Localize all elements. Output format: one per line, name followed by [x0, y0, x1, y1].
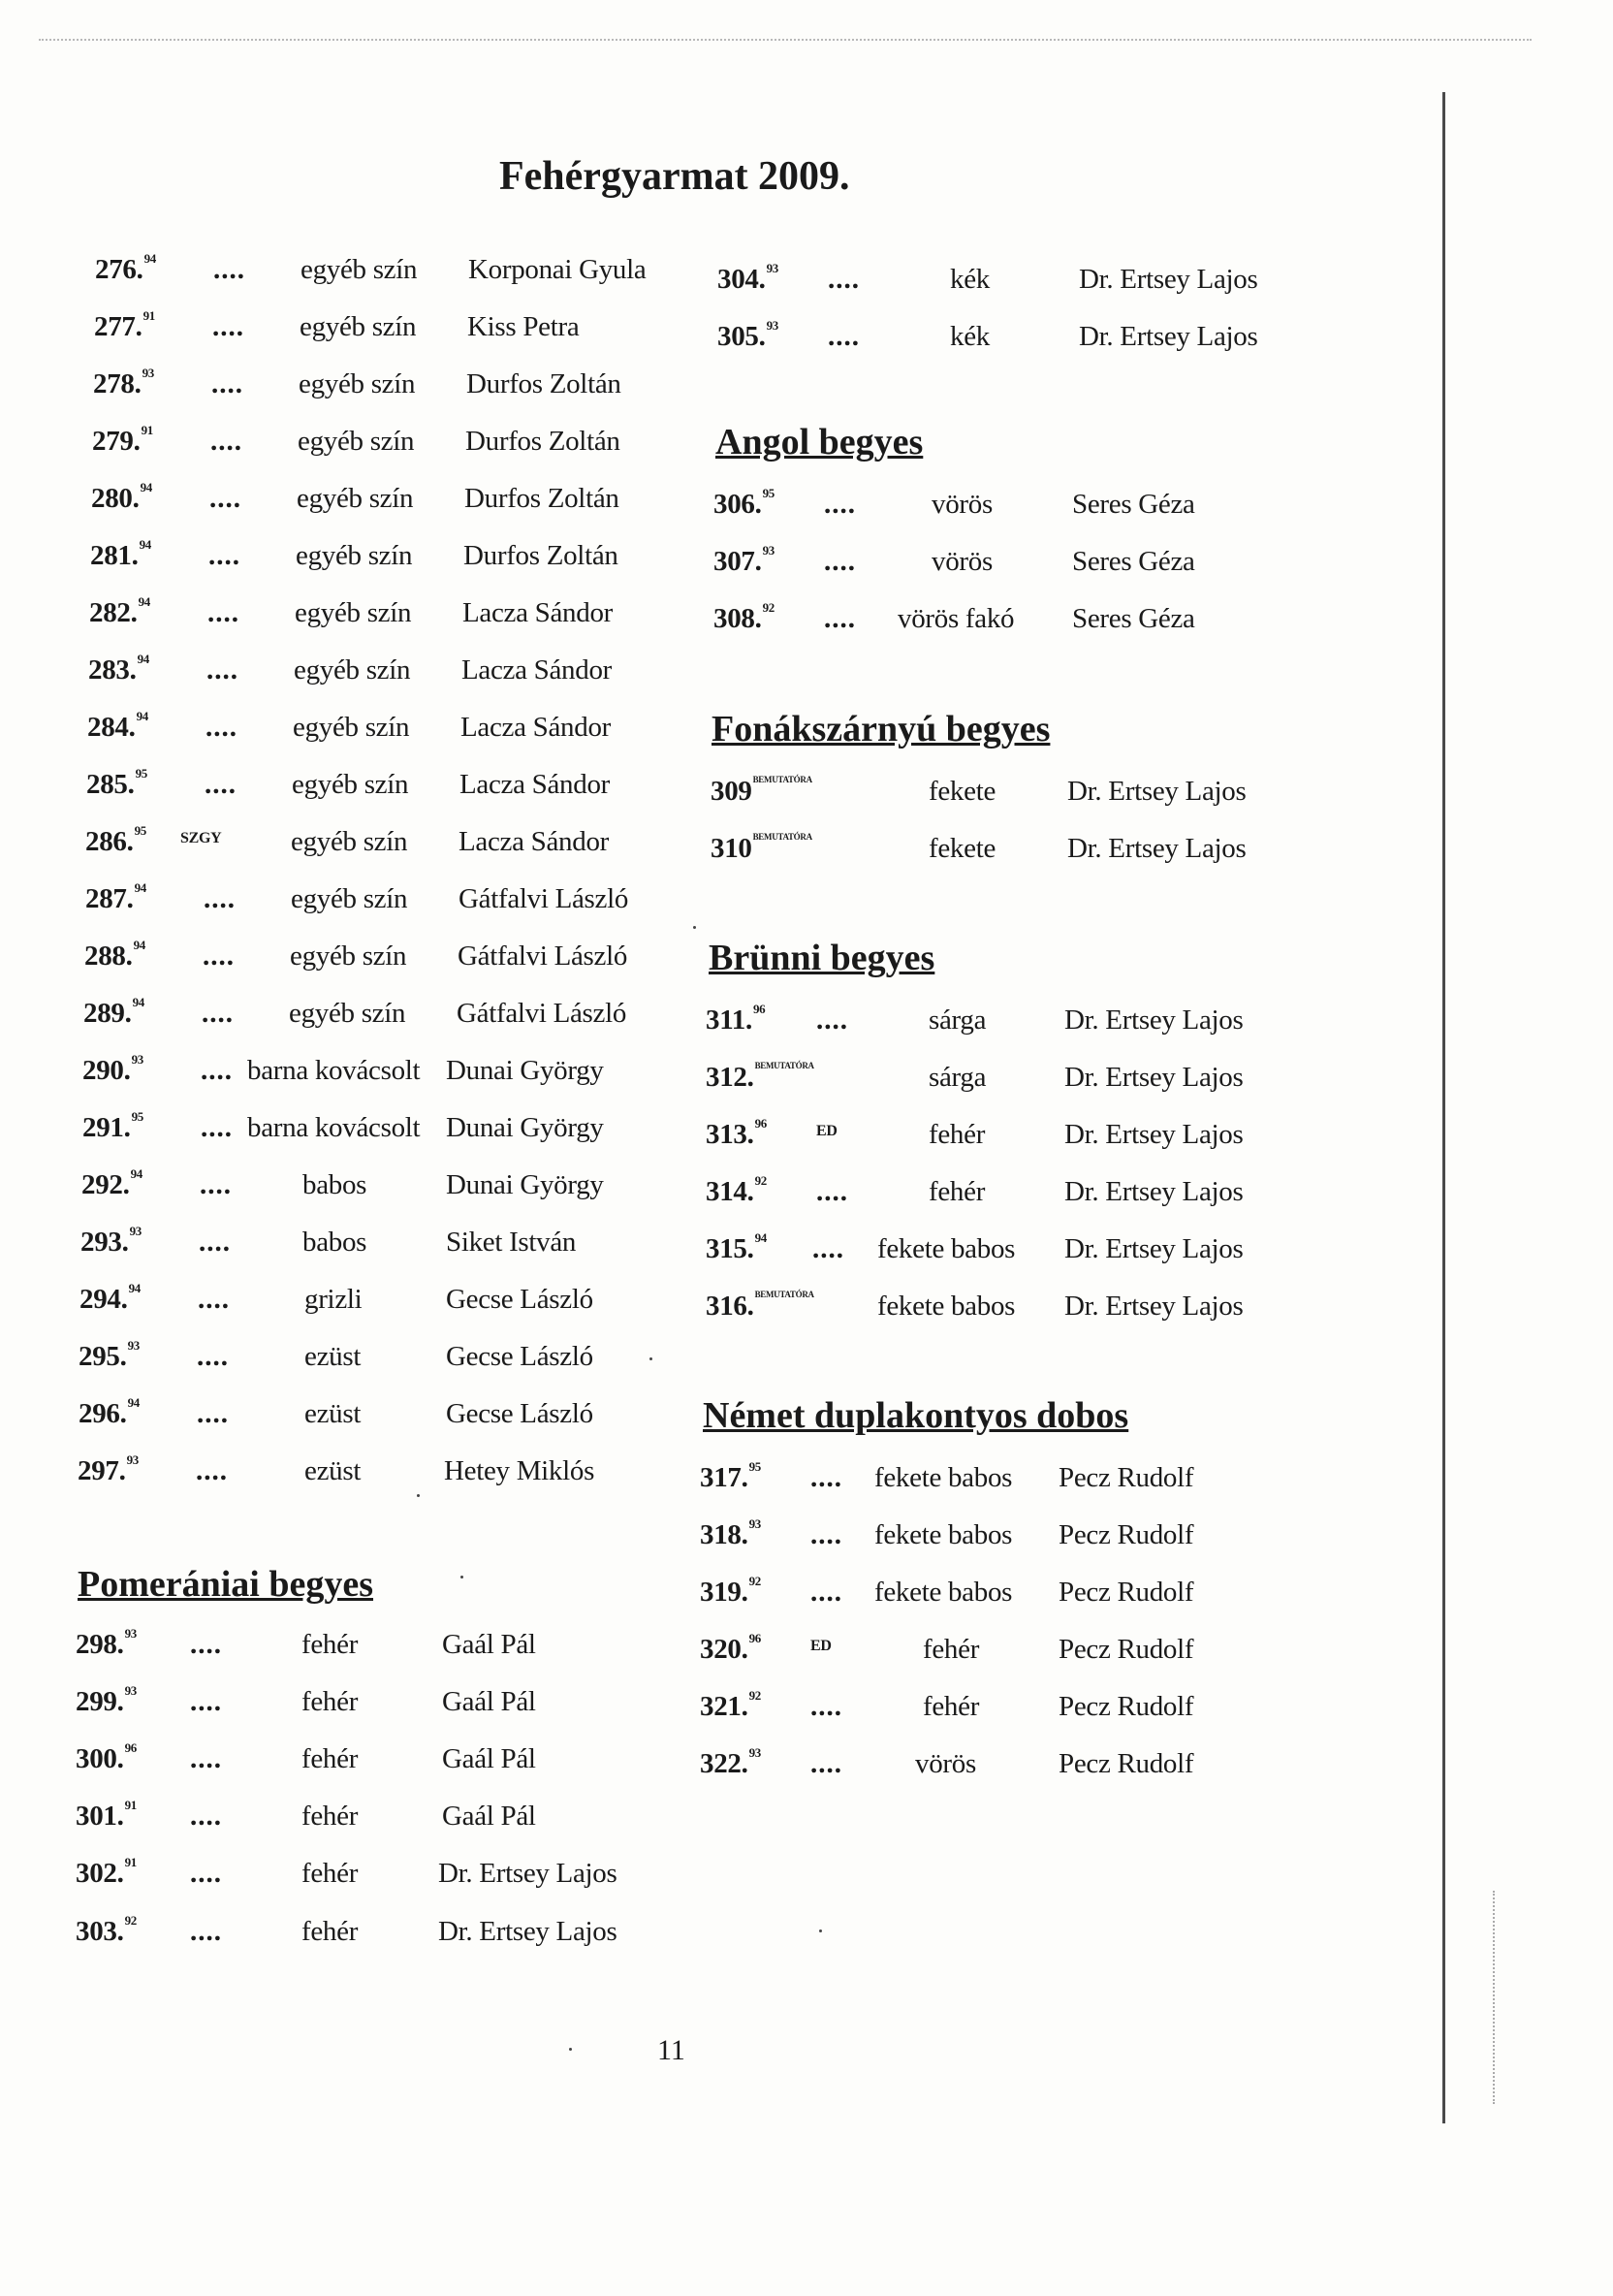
table-row [711, 833, 1312, 876]
scan-speck [649, 1357, 652, 1360]
dots-leader: .... [197, 1341, 229, 1372]
dots-leader: .... [190, 1743, 222, 1774]
entry-number: 296. 94 [79, 1395, 140, 1429]
table-row [85, 880, 667, 926]
color-cell: fekete babos [874, 1462, 1013, 1493]
color-cell: fehér [301, 1686, 359, 1717]
entry-number: 303. 92 [76, 1913, 137, 1947]
table-row [706, 1230, 1307, 1276]
owner-cell: Dunai György [446, 1112, 604, 1143]
table-row [89, 594, 671, 640]
dots-leader: .... [204, 883, 236, 914]
dots-leader: .... [810, 1748, 842, 1779]
color-cell: fekete [929, 833, 996, 864]
page-number: 11 [657, 2034, 685, 2066]
color-cell: barna kovácsolt [247, 1112, 421, 1143]
table-row [79, 1338, 660, 1384]
table-row [713, 486, 1314, 531]
color-cell: vörös [915, 1748, 976, 1779]
entry-number: 300. 96 [76, 1740, 137, 1774]
entry-number: 311. 96 [706, 1002, 766, 1036]
entry-number: 313. 96 [706, 1116, 767, 1150]
table-row [76, 1626, 677, 1672]
entry-number: 315. 94 [706, 1230, 767, 1264]
owner-cell: Seres Géza [1072, 489, 1195, 520]
dots-leader: .... [210, 426, 242, 457]
owner-cell: Pecz Rudolf [1059, 1634, 1194, 1665]
color-cell: babos [302, 1227, 367, 1258]
owner-cell: Gecse László [446, 1341, 593, 1372]
entry-number: 279. 91 [92, 423, 153, 457]
owner-cell: Dr. Ertsey Lajos [1067, 776, 1247, 807]
color-cell: fehér [929, 1119, 986, 1150]
scan-speck [460, 1576, 463, 1578]
entry-number: 302. 91 [76, 1855, 137, 1889]
entry-number: 295. 93 [79, 1338, 140, 1372]
table-row [81, 1166, 663, 1212]
owner-cell: Gaál Pál [442, 1801, 536, 1832]
color-cell: vörös [932, 489, 993, 520]
dots-leader: .... [190, 1686, 222, 1717]
section-heading-angol: Angol begyes [715, 422, 924, 462]
table-row [700, 1688, 1301, 1734]
color-cell: egyéb szín [299, 368, 416, 399]
dots-leader: .... [812, 1233, 844, 1264]
entry-number: 305. 93 [717, 318, 778, 352]
szgy-mark: SZGY [180, 830, 222, 846]
table-row [706, 1004, 1307, 1047]
color-cell: kék [950, 321, 990, 352]
entry-number: 306. 95 [713, 486, 775, 520]
entry-number: 286. 95 [85, 823, 146, 857]
color-cell: grizli [304, 1284, 363, 1315]
table-row [94, 308, 676, 354]
entry-number: 294. 94 [79, 1281, 141, 1315]
dots-leader: .... [824, 603, 856, 634]
dots-leader: .... [211, 368, 243, 399]
dots-leader: .... [197, 1398, 229, 1429]
table-row [700, 1574, 1301, 1619]
section-heading-nemet: Német duplakontyos dobos [703, 1395, 1129, 1436]
dots-leader: .... [190, 1801, 222, 1832]
entry-number: 319. 92 [700, 1574, 761, 1608]
owner-cell: Gecse László [446, 1284, 593, 1315]
dots-leader: .... [201, 1112, 233, 1143]
owner-cell: Pecz Rudolf [1059, 1691, 1194, 1722]
entry-number: 291. 95 [82, 1109, 143, 1143]
color-cell: fehér [301, 1743, 359, 1774]
color-cell: barna kovácsolt [247, 1055, 421, 1086]
owner-cell: Gátfalvi László [458, 941, 628, 972]
dots-leader: .... [201, 1055, 233, 1086]
entry-number: 289. 94 [83, 995, 144, 1029]
owner-cell: Dr. Ertsey Lajos [1064, 1233, 1244, 1264]
dots-leader: .... [205, 769, 237, 800]
owner-cell: Seres Géza [1072, 603, 1195, 634]
table-row [76, 1913, 677, 1959]
dots-leader: .... [200, 1169, 232, 1200]
entry-number: 278. 93 [93, 366, 154, 399]
color-cell: fekete babos [874, 1577, 1013, 1608]
dots-leader: .... [810, 1577, 842, 1608]
entry-number: 301. 91 [76, 1798, 137, 1832]
color-cell: vörös [932, 546, 993, 577]
entry-number: 283. 94 [88, 652, 149, 686]
owner-cell: Hetey Miklós [444, 1455, 595, 1486]
table-row [706, 1116, 1307, 1162]
color-cell: kék [950, 264, 990, 295]
table-row [79, 1281, 661, 1326]
color-cell: egyéb szín [298, 426, 415, 457]
table-row [76, 1855, 677, 1900]
table-row [87, 709, 669, 754]
color-cell: egyéb szín [291, 826, 408, 857]
table-row [93, 368, 675, 411]
owner-cell: Dr. Ertsey Lajos [1064, 1119, 1244, 1150]
ed-mark: ED [810, 1638, 832, 1654]
owner-cell: Pecz Rudolf [1059, 1519, 1194, 1550]
table-row [84, 938, 666, 983]
table-row [90, 537, 672, 583]
dots-leader: .... [198, 1284, 230, 1315]
page-title: Fehérgyarmat 2009. [499, 154, 850, 199]
color-cell: egyéb szín [289, 998, 406, 1029]
table-row [711, 776, 1312, 818]
entry-number: 309 BEMUTATÓRA [711, 775, 812, 807]
table-row [706, 1173, 1307, 1219]
color-cell: egyéb szín [291, 883, 408, 914]
entry-number: 285. 95 [86, 766, 147, 800]
entry-number: 282. 94 [89, 594, 150, 628]
scan-speck [417, 1494, 420, 1497]
table-row [82, 1052, 664, 1098]
dots-leader: .... [199, 1227, 231, 1258]
table-row [92, 423, 674, 468]
dots-leader: .... [213, 254, 245, 285]
owner-cell: Durfos Zoltán [464, 483, 619, 514]
dots-leader: .... [206, 712, 237, 743]
dots-leader: .... [828, 321, 860, 352]
color-cell: vörös fakó [898, 603, 1015, 634]
scan-right-dotted-edge [1493, 1891, 1495, 2104]
color-cell: fehér [301, 1801, 359, 1832]
table-row [76, 1740, 677, 1786]
color-cell: egyéb szín [297, 483, 414, 514]
dots-leader: .... [209, 483, 241, 514]
owner-cell: Durfos Zoltán [466, 368, 621, 399]
owner-cell: Lacza Sándor [459, 826, 610, 857]
table-row [82, 1109, 664, 1155]
dots-leader: .... [196, 1455, 228, 1486]
color-cell: egyéb szín [296, 540, 413, 571]
color-cell: fekete babos [877, 1233, 1016, 1264]
entry-number: 318. 93 [700, 1516, 761, 1550]
entry-number: 290. 93 [82, 1052, 143, 1086]
scan-speck [819, 1929, 822, 1932]
owner-cell: Seres Géza [1072, 546, 1195, 577]
owner-cell: Dr. Ertsey Lajos [1064, 1062, 1244, 1093]
table-row [700, 1516, 1301, 1562]
owner-cell: Dr. Ertsey Lajos [1079, 321, 1258, 352]
color-cell: fekete [929, 776, 996, 807]
entry-number: 280. 94 [91, 480, 152, 514]
entry-number: 320. 96 [700, 1631, 761, 1665]
dots-leader: .... [810, 1462, 842, 1493]
section-heading-pomeraniai: Pomerániai begyes [78, 1564, 374, 1605]
table-row [85, 823, 667, 869]
table-row [76, 1798, 677, 1843]
dots-leader: .... [207, 597, 239, 628]
entry-number: 284. 94 [87, 709, 148, 743]
entry-number: 298. 93 [76, 1626, 137, 1660]
color-cell: babos [302, 1169, 367, 1200]
color-cell: egyéb szín [294, 654, 411, 686]
color-cell: ezüst [304, 1341, 362, 1372]
owner-cell: Gátfalvi László [457, 998, 627, 1029]
dots-leader: .... [208, 540, 240, 571]
entry-number: 308. 92 [713, 600, 775, 634]
color-cell: ezüst [304, 1455, 362, 1486]
owner-cell: Dr. Ertsey Lajos [438, 1916, 617, 1947]
table-row [700, 1459, 1301, 1505]
color-cell: egyéb szín [295, 597, 412, 628]
table-row [713, 543, 1314, 589]
entry-number: 322. 93 [700, 1745, 761, 1779]
color-cell: sárga [929, 1062, 987, 1093]
owner-cell: Gaál Pál [442, 1686, 536, 1717]
table-row [706, 1062, 1307, 1104]
color-cell: fehér [301, 1629, 359, 1660]
owner-cell: Lacza Sándor [461, 654, 613, 686]
dots-leader: .... [206, 654, 238, 686]
entry-number: 316. BEMUTATÓRA [706, 1290, 814, 1322]
owner-cell: Lacza Sándor [460, 712, 612, 743]
owner-cell: Dr. Ertsey Lajos [1064, 1004, 1244, 1036]
table-row [78, 1452, 659, 1498]
dots-leader: .... [190, 1629, 222, 1660]
entry-number: 307. 93 [713, 543, 775, 577]
entry-number: 293. 93 [80, 1224, 142, 1258]
table-row [706, 1291, 1307, 1333]
color-cell: egyéb szín [290, 941, 407, 972]
entry-number: 312. BEMUTATÓRA [706, 1061, 814, 1093]
scan-speck [569, 2048, 572, 2051]
dots-leader: .... [810, 1691, 842, 1722]
owner-cell: Dr. Ertsey Lajos [1067, 833, 1247, 864]
owner-cell: Lacza Sándor [459, 769, 611, 800]
table-row [91, 480, 673, 526]
dots-leader: .... [824, 489, 856, 520]
owner-cell: Kiss Petra [467, 311, 580, 342]
owner-cell: Pecz Rudolf [1059, 1462, 1194, 1493]
dots-leader: .... [190, 1858, 222, 1889]
owner-cell: Pecz Rudolf [1059, 1748, 1194, 1779]
entry-number: 317. 95 [700, 1459, 761, 1493]
table-row [700, 1745, 1301, 1791]
entry-number: 321. 92 [700, 1688, 761, 1722]
owner-cell: Dunai György [446, 1055, 604, 1086]
dots-leader: .... [824, 546, 856, 577]
dots-leader: .... [203, 941, 235, 972]
color-cell: sárga [929, 1004, 987, 1036]
color-cell: egyéb szín [300, 311, 417, 342]
dots-leader: .... [190, 1916, 222, 1947]
owner-cell: Lacza Sándor [462, 597, 614, 628]
table-row [700, 1631, 1301, 1676]
table-row [88, 654, 670, 697]
owner-cell: Gecse László [446, 1398, 593, 1429]
table-row [83, 995, 665, 1040]
color-cell: fehér [301, 1858, 359, 1889]
table-row [95, 251, 677, 297]
color-cell: fekete babos [874, 1519, 1013, 1550]
dots-leader: .... [828, 264, 860, 295]
owner-cell: Dunai György [446, 1169, 604, 1200]
dots-leader: .... [816, 1176, 848, 1207]
entry-number: 288. 94 [84, 938, 145, 972]
owner-cell: Gaál Pál [442, 1743, 536, 1774]
ed-mark: ED [816, 1123, 838, 1139]
table-row [86, 766, 668, 812]
owner-cell: Dr. Ertsey Lajos [1064, 1291, 1244, 1322]
owner-cell: Siket István [446, 1227, 577, 1258]
owner-cell: Dr. Ertsey Lajos [1079, 264, 1258, 295]
table-row [717, 318, 1318, 364]
scan-right-border-line [1442, 92, 1445, 2123]
entry-number: 314. 92 [706, 1173, 767, 1207]
color-cell: egyéb szín [293, 712, 410, 743]
table-row [717, 261, 1318, 306]
entry-number: 287. 94 [85, 880, 146, 914]
section-heading-fonakszarnyu: Fonákszárnyú begyes [712, 709, 1051, 749]
entry-number: 310 BEMUTATÓRA [711, 832, 812, 864]
color-cell: fehér [301, 1916, 359, 1947]
owner-cell: Pecz Rudolf [1059, 1577, 1194, 1608]
table-row [713, 600, 1314, 646]
owner-cell: Gátfalvi László [459, 883, 629, 914]
owner-cell: Dr. Ertsey Lajos [438, 1858, 617, 1889]
scan-speck [693, 926, 696, 929]
color-cell: fekete babos [877, 1291, 1016, 1322]
entry-number: 277. 91 [94, 308, 155, 342]
color-cell: egyéb szín [292, 769, 409, 800]
dots-leader: .... [212, 311, 244, 342]
owner-cell: Durfos Zoltán [463, 540, 618, 571]
dots-leader: .... [810, 1519, 842, 1550]
owner-cell: Durfos Zoltán [465, 426, 620, 457]
color-cell: ezüst [304, 1398, 362, 1429]
dots-leader: .... [202, 998, 234, 1029]
entry-number: 292. 94 [81, 1166, 142, 1200]
owner-cell: Gaál Pál [442, 1629, 536, 1660]
entry-number: 304. 93 [717, 261, 778, 295]
owner-cell: Korponai Gyula [468, 254, 647, 285]
owner-cell: Dr. Ertsey Lajos [1064, 1176, 1244, 1207]
table-row [79, 1395, 660, 1441]
entry-number: 276. 94 [95, 251, 156, 285]
color-cell: fehér [929, 1176, 986, 1207]
entry-number: 281. 94 [90, 537, 151, 571]
color-cell: fehér [923, 1691, 980, 1722]
scan-top-dotted-edge [39, 39, 1532, 41]
table-row [76, 1683, 677, 1729]
color-cell: fehér [923, 1634, 980, 1665]
section-heading-brunni: Brünni begyes [709, 938, 935, 978]
dots-leader: .... [816, 1004, 848, 1036]
entry-number: 297. 93 [78, 1452, 139, 1486]
entry-number: 299. 93 [76, 1683, 137, 1717]
table-row [80, 1224, 662, 1269]
color-cell: egyéb szín [300, 254, 418, 285]
